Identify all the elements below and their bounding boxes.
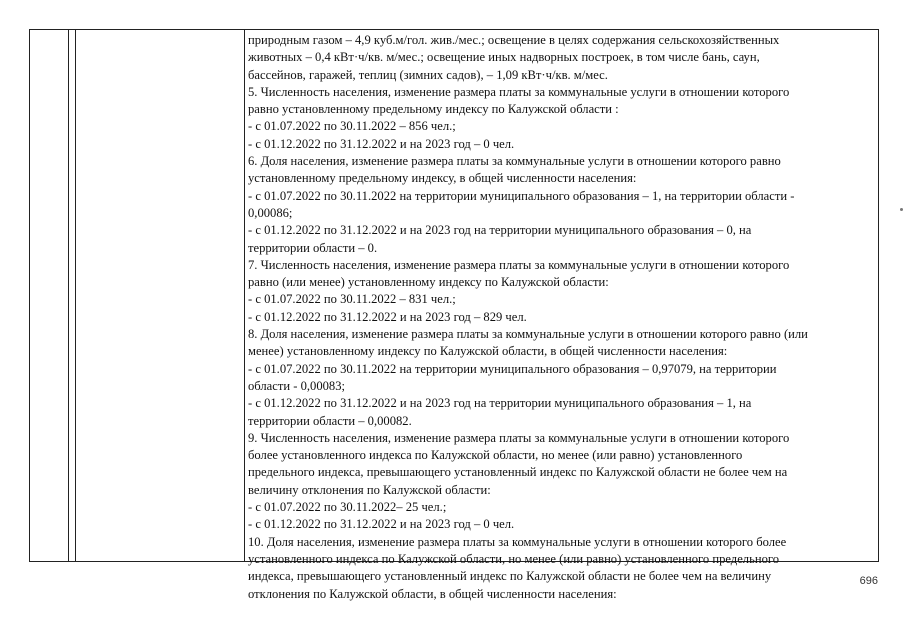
text-line: 6. Доля населения, изменение размера платы за коммунальные услуги в отношении которого равно xyxy=(248,154,781,169)
text-line: 9. Численность населения, изменение размера платы за коммунальные услуги в отношении которого xyxy=(248,430,790,445)
text-line: животных – 0,4 кВт·ч/кв. м/мес.; освещение иных надворных построек, в том числе бань, саун, xyxy=(248,50,760,65)
column-divider-3 xyxy=(244,30,245,561)
text-line: - с 01.07.2022 по 30.11.2022 – 831 чел.; xyxy=(248,292,456,307)
text-line: - с 01.07.2022 по 30.11.2022– 25 чел.; xyxy=(248,500,447,515)
text-line: установленному предельному индексу, в общей численности населения: xyxy=(248,171,637,186)
text-line: величину отклонения по Калужской области: xyxy=(248,482,491,497)
text-line: - с 01.12.2022 по 31.12.2022 и на 2023 год на территории муниципального образования – 1, на xyxy=(248,396,752,411)
text-line: - с 01.07.2022 по 30.11.2022 на территории муниципального образования – 1, на территории области - xyxy=(248,188,795,203)
text-line: установленного индекса по Калужской области, но менее (или равно) установленного предельного xyxy=(248,551,780,566)
text-line: 7. Численность населения, изменение размера платы за коммунальные услуги в отношении которого xyxy=(248,257,790,272)
column-divider-1 xyxy=(68,30,69,561)
text-line: области - 0,00083; xyxy=(248,378,346,393)
text-line: - с 01.07.2022 по 30.11.2022 – 856 чел.; xyxy=(248,119,456,134)
text-line: территории области – 0. xyxy=(248,240,378,255)
text-line: 10. Доля населения, изменение размера платы за коммунальные услуги в отношении которого более xyxy=(248,534,787,549)
page-number: 696 xyxy=(859,575,878,587)
text-line: территории области – 0,00082. xyxy=(248,413,412,428)
text-line: - с 01.12.2022 по 31.12.2022 и на 2023 год – 0 чел. xyxy=(248,517,515,532)
text-line: равно установленному предельному индексу по Калужской области : xyxy=(248,102,619,117)
text-line: равно (или менее) установленному индексу по Калужской области: xyxy=(248,275,609,290)
text-line: природным газом – 4,9 куб.м/гол. жив./мес.; освещение в целях содержания сельскохозяйственных xyxy=(248,33,780,47)
text-line: отклонения по Калужской области, в общей численности населения: xyxy=(248,586,617,601)
text-line: бассейнов, гаражей, теплиц (зимних садов), – 1,09 кВт·ч/кв. м/мес. xyxy=(248,67,608,82)
text-line: более установленного индекса по Калужской области, но менее (или равно) установленного xyxy=(248,448,743,463)
text-line: 5. Численность населения, изменение размера платы за коммунальные услуги в отношении которого xyxy=(248,84,790,99)
text-line: менее) установленному индексу по Калужской области, в общей численности населения: xyxy=(248,344,728,359)
scan-mark xyxy=(900,208,903,211)
text-line: 8. Доля населения, изменение размера платы за коммунальные услуги в отношении которого равно (или xyxy=(248,327,808,342)
text-cell xyxy=(248,32,876,603)
text-line: - с 01.12.2022 по 31.12.2022 и на 2023 год – 0 чел. xyxy=(248,136,515,151)
text-line: 0,00086; xyxy=(248,205,293,220)
text-line: предельного индекса, превышающего установленный индекс по Калужской области не более чем на xyxy=(248,465,788,480)
text-line: - с 01.07.2022 по 30.11.2022 на территории муниципального образования – 0,97079, на территории xyxy=(248,361,777,376)
text-line: - с 01.12.2022 по 31.12.2022 и на 2023 год на территории муниципального образования – 0, на xyxy=(248,223,752,238)
column-divider-2 xyxy=(75,30,76,561)
text-line: - с 01.12.2022 по 31.12.2022 и на 2023 год – 829 чел. xyxy=(248,309,527,324)
text-line: индекса, превышающего установленный индекс по Калужской области не более чем на величину xyxy=(248,569,772,584)
